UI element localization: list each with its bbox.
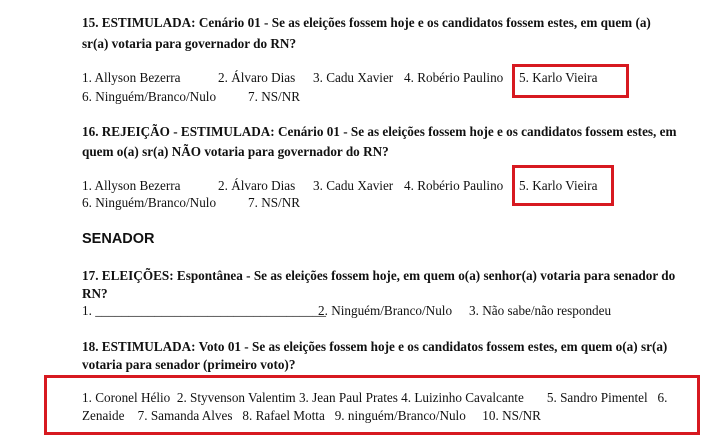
q17-title-line1: 17. ELEIÇÕES: Espontânea - Se as eleições fossem hoje, em quem o(a) senhor(a) votaria para senador do: [82, 268, 676, 283]
q16-option-7: 7. NS/NR: [248, 195, 301, 210]
q16-option-6: 6. Ninguém/Branco/Nulo: [82, 195, 217, 210]
q15-title-line2: sr(a) votaria para governador do RN?: [82, 36, 297, 51]
q17-option-2: 2. Ninguém/Branco/Nulo: [318, 303, 453, 318]
q18-options-line1: 1. Coronel Hélio 2. Styvenson Valentim 3. Jean Paul Prates 4. Luizinho Cavalcante 5. Sandro Pimentel 6.: [82, 390, 668, 405]
q18-options-line2: Zenaide 7. Samanda Alves 8. Rafael Motta 9. ninguém/Branco/Nulo 10. NS/NR: [82, 408, 541, 423]
q15-option-6: 6. Ninguém/Branco/Nulo: [82, 89, 217, 104]
q16-option-3: 3. Cadu Xavier: [313, 178, 394, 193]
q16-option-1: 1. Allyson Bezerra: [82, 178, 181, 193]
q16-option-4: 4. Robério Paulino: [404, 178, 504, 193]
q16-title-line2: quem o(a) sr(a) NÃO votaria para governador do RN?: [82, 144, 389, 159]
q16-option-5: 5. Karlo Vieira: [519, 178, 598, 193]
q15-highlight-box: [512, 64, 629, 98]
q16-title-line1: 16. REJEIÇÃO - ESTIMULADA: Cenário 01 - Se as eleições fossem hoje e os candidatos fossem estes, em: [82, 124, 677, 139]
q18-title-line2: votaria para senador (primeiro voto)?: [82, 357, 296, 372]
q17-option-1: 1. ___________________________________: [82, 303, 326, 318]
q16-option-2: 2. Álvaro Dias: [218, 178, 296, 193]
q15-option-1: 1. Allyson Bezerra: [82, 70, 181, 85]
q15-option-2: 2. Álvaro Dias: [218, 70, 296, 85]
q17-title-line2: RN?: [82, 286, 108, 301]
q16-highlight-box: [512, 165, 614, 206]
q17-option-3: 3. Não sabe/não respondeu: [469, 303, 612, 318]
q15-option-5: 5. Karlo Vieira: [519, 70, 598, 85]
q15-title-line1: 15. ESTIMULADA: Cenário 01 - Se as eleições fossem hoje e os candidatos fossem estes, em quem (a): [82, 15, 651, 30]
q15-option-7: 7. NS/NR: [248, 89, 301, 104]
q15-option-3: 3. Cadu Xavier: [313, 70, 394, 85]
q18-title-line1: 18. ESTIMULADA: Voto 01 - Se as eleições fossem hoje e os candidatos fossem estes, em quem o(a) sr(a): [82, 339, 668, 354]
section-heading-senador: SENADOR: [82, 231, 155, 247]
q18-highlight-box: [44, 375, 700, 435]
q15-option-4: 4. Robério Paulino: [404, 70, 504, 85]
